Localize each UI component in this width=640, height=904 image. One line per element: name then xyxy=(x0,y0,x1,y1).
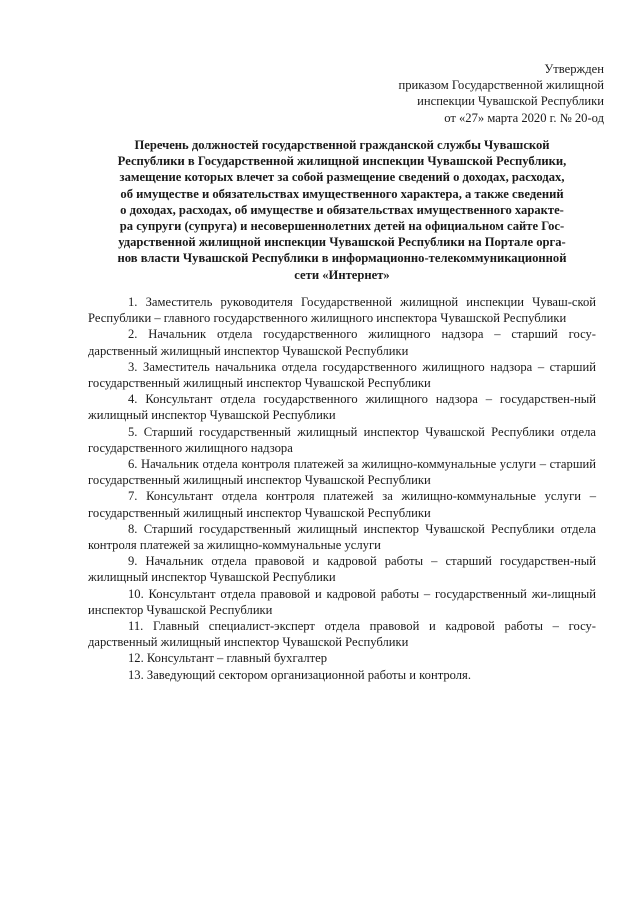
approval-line: от «27» марта 2020 г. № 20-од xyxy=(444,110,604,125)
list-item: 10. Консультант отдела правовой и кадровой работы – государственный жи-лищный инспектор Чувашской Республики xyxy=(88,586,596,617)
list-item: 13. Заведующий сектором организационной работы и контроля. xyxy=(128,667,472,682)
list-item: 1. Заместитель руководителя Государственной жилищной инспекции Чуваш-ской Республики – главного государственного жилищного инспектора Чувашской Республики xyxy=(88,295,596,326)
title-line: нов власти Чувашской Республики в информационно-телекоммуникационной xyxy=(117,251,567,266)
document-title xyxy=(88,137,596,283)
list-item: 4. Консультант отдела государственного жилищного надзора – государствен-ный жилищный инспектор Чувашской Республики xyxy=(88,392,596,423)
list-item: 2. Начальник отдела государственного жилищного надзора – старший госу-дарственный жилищный инспектор Чувашской Республики xyxy=(88,327,596,358)
title-line: ра супруги (супруга) и несовершеннолетних детей на официальном сайте Гос- xyxy=(119,219,565,234)
list-item: 11. Главный специалист-эксперт отдела правовой и кадровой работы – госу-дарственный жилищный инспектор Чувашской Республики xyxy=(88,619,596,650)
title-line: Перечень должностей государственной гражданской службы Чувашской xyxy=(134,138,550,152)
list-item: 5. Старший государственный жилищный инспектор Чувашской Республики отдела государственного жилищного надзора xyxy=(88,424,596,455)
list-item: 6. Начальник отдела контроля платежей за жилищно-коммунальные услуги – старший государственный жилищный инспектор Чувашской Республики xyxy=(88,457,596,488)
title-line: замещение которых влечет за собой размещение сведений о доходах, расходах, xyxy=(119,170,565,185)
positions-list xyxy=(88,294,596,683)
title-line: ударственной жилищной инспекции Чувашской Республики на Портале орга- xyxy=(118,235,566,250)
list-item: 3. Заместитель начальника отдела государственного жилищного надзора – старший государственный жилищный инспектор Чувашской Республики xyxy=(88,359,596,391)
approval-line: приказом Государственной жилищной xyxy=(398,78,604,93)
title-line: сети «Интернет» xyxy=(294,267,390,282)
approval-stamp xyxy=(398,61,604,126)
approval-line: инспекции Чувашской Республики xyxy=(417,94,604,109)
list-item: 7. Консультант отдела контроля платежей за жилищно-коммунальные услуги – государственный жилищный инспектор Чувашской Республики xyxy=(88,489,596,520)
title-line: о доходах, расходах, об имуществе и обязательствах имущественного характе- xyxy=(120,202,564,217)
title-line: об имуществе и обязательствах имущественного характера, а также сведений xyxy=(120,186,564,201)
title-line: Республики в Государственной жилищной инспекции Чувашской Республики, xyxy=(117,154,567,169)
list-item: 9. Начальник отдела правовой и кадровой работы – старший государствен-ный жилищный инспектор Чувашской Республики xyxy=(88,554,596,585)
approval-line: Утвержден xyxy=(544,62,604,76)
list-item: 12. Консультант – главный бухгалтер xyxy=(128,651,327,666)
list-item: 8. Старший государственный жилищный инспектор Чувашской Республики отдела контроля платежей за жилищно-коммунальные услуги xyxy=(88,521,596,553)
